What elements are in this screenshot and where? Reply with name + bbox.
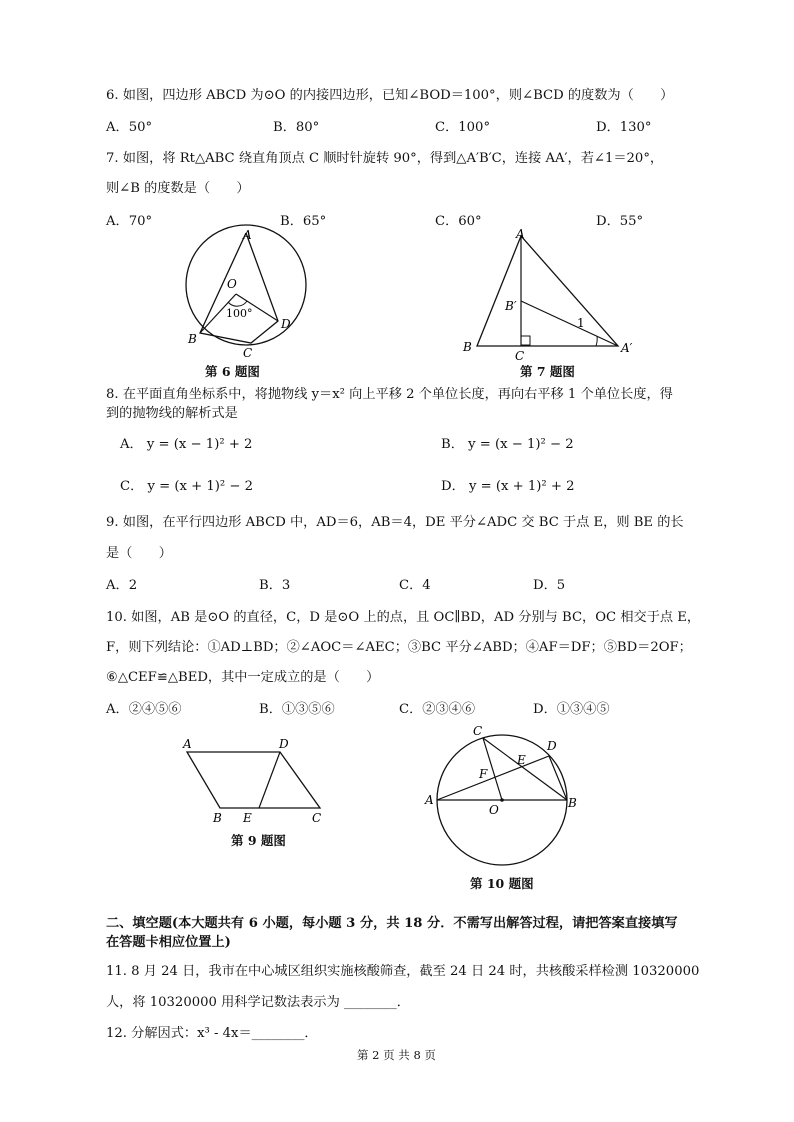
q8-option-d: D． y = (x + 1)² + 2: [441, 479, 575, 494]
q9-option-a: A．2: [106, 578, 138, 593]
q10-stem-line1: 10. 如图，AB 是⊙O 的直径，C，D 是⊙O 上的点，且 OC∥BD，AD 分别与 BC，OC 相交于点 E，: [106, 610, 701, 625]
q10-stem-line3: ⑥△CEF≌△BED，其中一定成立的是（ ）: [106, 670, 380, 685]
q9-stem-line1: 9. 如图，在平行四边形 ABCD 中，AD＝6，AB＝4，DE 平分∠ADC 交 BC 于点 E，则 BE 的长: [106, 515, 684, 530]
fig6-label-angle: 100°: [226, 307, 253, 320]
fig6-label-a: A: [243, 228, 252, 242]
fig7-label-b: B: [463, 340, 472, 354]
section-2-heading-line2: 在答题卡相应位置上): [106, 935, 231, 950]
q9-option-c: C．4: [399, 578, 431, 593]
q10-option-c: C．②③④⑥: [399, 702, 476, 717]
fig10-label-f: F: [479, 767, 488, 781]
q6-option-d: D．130°: [596, 120, 652, 135]
q7-option-a: A．70°: [106, 214, 153, 229]
figure-7: [455, 224, 655, 364]
fig9-label-a: A: [183, 737, 192, 751]
fig7-label-bprime: B′: [505, 299, 517, 313]
fig10-label-e: E: [517, 753, 526, 767]
fig6-label-o: O: [227, 277, 237, 291]
q6-option-c: C．100°: [435, 120, 491, 135]
figure-9: [175, 734, 335, 826]
q7-option-d: D．55°: [596, 214, 644, 229]
q11-line1: 11. 8 月 24 日，我市在中心城区组织实施核酸筛查，截至 24 日 24 时，共核酸采样检测 10320000: [106, 964, 700, 979]
fig9-label-b: B: [213, 811, 222, 825]
q7-option-b: B．65°: [280, 214, 327, 229]
fig7-label-a: A: [516, 227, 525, 241]
figure-7-caption: 第 7 题图: [520, 364, 575, 379]
q11-line2: 人，将 10320000 用科学记数法表示为 ________．: [106, 995, 410, 1010]
q8-option-c: C． y = (x + 1)² − 2: [120, 479, 254, 494]
figure-6: [170, 222, 320, 362]
figure-6-caption: 第 6 题图: [205, 364, 260, 379]
fig10-label-c: C: [473, 724, 483, 738]
fig7-label-1: 1: [577, 316, 585, 330]
q10-option-a: A．②④⑤⑥: [106, 702, 182, 717]
q8-stem-line2: 到的抛物线的解析式是: [106, 406, 238, 421]
q8-option-a: A． y = (x − 1)² + 2: [120, 437, 253, 452]
figure-9-caption: 第 9 题图: [231, 833, 286, 848]
q9-option-d: D．5: [533, 578, 566, 593]
fig9-label-c: C: [312, 811, 322, 825]
q7-stem-line1: 7. 如图，将 Rt△ABC 绕直角顶点 C 顺时针旋转 90°，得到△A′B′C，连接 AA′，若∠1＝20°，: [106, 151, 664, 166]
fig7-label-c: C: [515, 349, 525, 363]
figure-10-caption: 第 10 题图: [470, 876, 534, 891]
fig9-label-d: D: [279, 737, 289, 751]
fig10-label-d: D: [547, 739, 557, 753]
q9-option-b: B．3: [259, 578, 291, 593]
q9-stem-line2: 是（ ）: [106, 546, 172, 561]
q10-option-b: B．①③⑤⑥: [259, 702, 335, 717]
q6-option-b: B．80°: [273, 120, 320, 135]
fig6-label-b: B: [188, 332, 197, 346]
q7-stem-line2: 则∠B 的度数是（ ）: [106, 181, 250, 196]
q10-option-d: D．①③④⑤: [533, 702, 610, 717]
q8-stem-line1: 8. 在平面直角坐标系中，将抛物线 y＝x² 向上平移 2 个单位长度，再向右平移 1 个单位长度，得: [106, 387, 673, 402]
q7-option-c: C．60°: [435, 214, 482, 229]
section-2-heading-line1: 二、填空题(本大题共有 6 小题，每小题 3 分，共 18 分．不需写出解答过程，请把答案直接填写: [106, 916, 678, 931]
fig9-label-e: E: [243, 811, 252, 825]
fig10-label-a: A: [425, 793, 434, 807]
q10-stem-line2: F，则下列结论：①AD⊥BD；②∠AOC＝∠AEC；③BC 平分∠ABD；④AF＝DF；⑤BD＝2OF；: [106, 640, 692, 655]
fig6-label-c: C: [243, 346, 253, 360]
figure-10: [420, 718, 590, 868]
q12-line1: 12. 分解因式：x³ - 4x＝________．: [106, 1026, 318, 1041]
fig10-label-o: O: [489, 803, 499, 817]
q6-option-a: A．50°: [106, 120, 153, 135]
fig10-label-b: B: [568, 796, 577, 810]
fig7-label-aprime: A′: [621, 341, 633, 355]
fig6-label-d: D: [281, 317, 291, 331]
q6-stem: 6. 如图，四边形 ABCD 为⊙O 的内接四边形，已知∠BOD＝100°，则∠BCD 的度数为（ ）: [106, 88, 674, 103]
page-footer: 第 2 页 共 8 页: [357, 1048, 436, 1062]
q8-option-b: B． y = (x − 1)² − 2: [441, 437, 574, 452]
